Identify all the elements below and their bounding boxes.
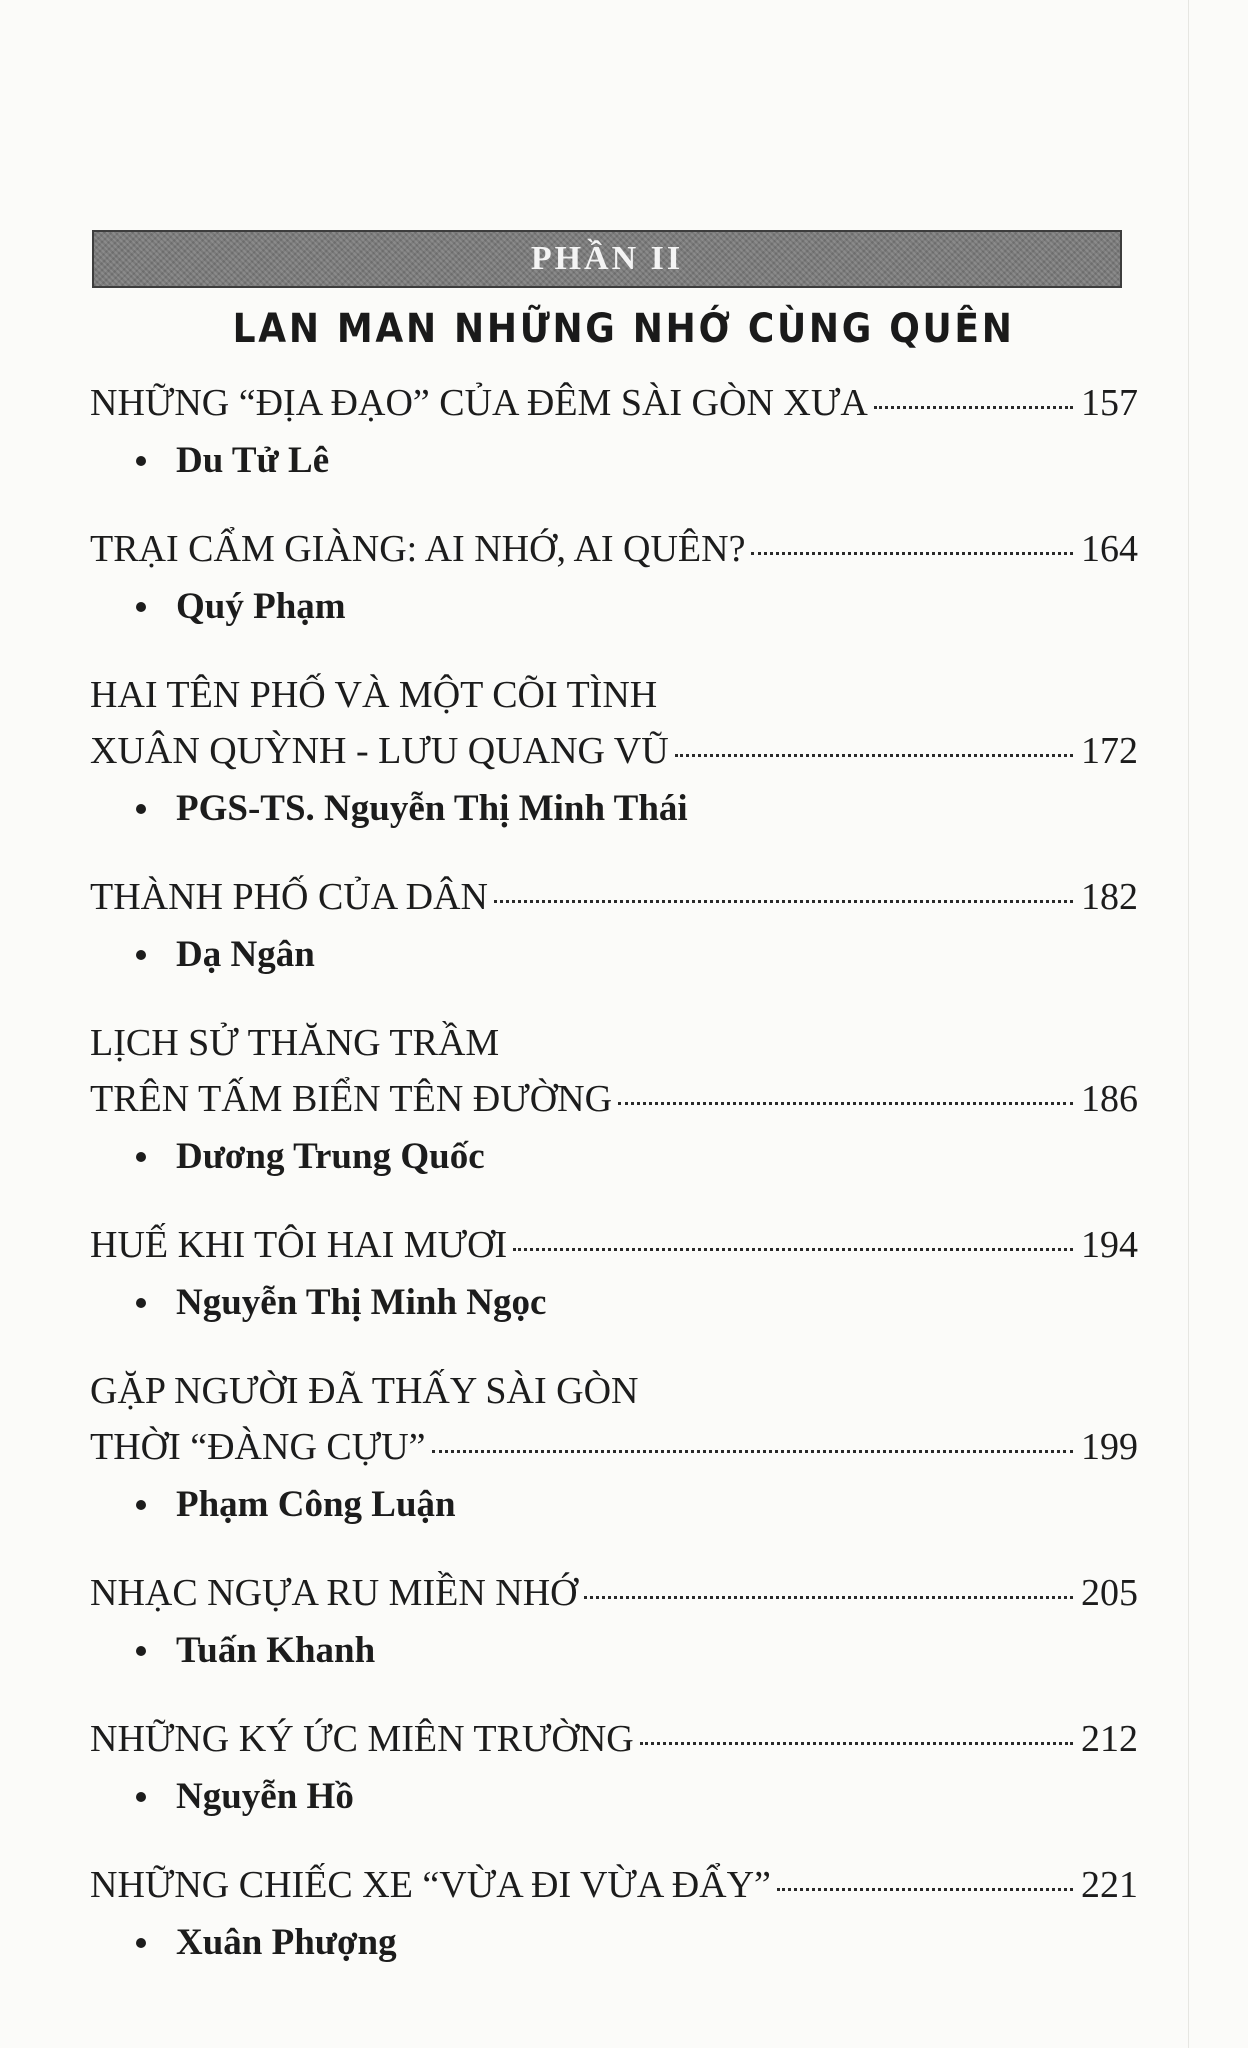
bullet-icon bbox=[136, 1298, 146, 1308]
page-number: 172 bbox=[1081, 730, 1138, 772]
toc-entry-title: THÀNH PHỐ CỦA DÂN bbox=[90, 876, 488, 918]
toc-entry-line bbox=[90, 1424, 1138, 1470]
author-line bbox=[90, 1134, 1138, 1180]
table-of-contents bbox=[90, 380, 1138, 2008]
toc-entry-title-line: GẶP NGƯỜI ĐÃ THẤY SÀI GÒN bbox=[90, 1370, 639, 1412]
bullet-icon bbox=[136, 950, 146, 960]
author-name: Phạm Công Luận bbox=[176, 1484, 456, 1525]
toc-entry bbox=[90, 526, 1138, 630]
page-number: 182 bbox=[1081, 876, 1138, 918]
toc-entry-line bbox=[90, 1076, 1138, 1122]
dot-leader bbox=[494, 900, 1073, 903]
toc-entry-title: TRẠI CẨM GIÀNG: AI NHỚ, AI QUÊN? bbox=[90, 528, 746, 570]
author-name: Xuân Phượng bbox=[176, 1922, 397, 1963]
author-name: Du Tử Lê bbox=[176, 440, 330, 481]
toc-entry-line bbox=[90, 526, 1138, 572]
toc-entry-title-line: LỊCH SỬ THĂNG TRẦM bbox=[90, 1022, 500, 1064]
author-line bbox=[90, 1628, 1138, 1674]
toc-entry-line bbox=[90, 380, 1138, 426]
author-name: Dạ Ngân bbox=[176, 934, 315, 975]
bullet-icon bbox=[136, 456, 146, 466]
toc-entry bbox=[90, 1222, 1138, 1326]
bullet-icon bbox=[136, 1792, 146, 1802]
author-line bbox=[90, 1920, 1138, 1966]
author-line bbox=[90, 932, 1138, 978]
author-name: Nguyễn Hồ bbox=[176, 1776, 354, 1817]
dot-leader bbox=[513, 1248, 1073, 1251]
page-number: 164 bbox=[1081, 528, 1138, 570]
author-line bbox=[90, 584, 1138, 630]
dot-leader bbox=[584, 1596, 1073, 1599]
toc-entry-title: THỜI “ĐÀNG CỰU” bbox=[90, 1426, 426, 1468]
author-name: Dương Trung Quốc bbox=[176, 1136, 485, 1177]
dot-leader bbox=[874, 406, 1073, 409]
bullet-icon bbox=[136, 602, 146, 612]
toc-entry-line bbox=[90, 1570, 1138, 1616]
toc-entry bbox=[90, 874, 1138, 978]
dot-leader bbox=[640, 1742, 1073, 1745]
toc-entry bbox=[90, 1716, 1138, 1820]
toc-entry-line bbox=[90, 1716, 1138, 1762]
toc-entry bbox=[90, 380, 1138, 484]
page-number: 221 bbox=[1081, 1864, 1138, 1906]
author-name: Quý Phạm bbox=[176, 586, 346, 627]
toc-entry bbox=[90, 1862, 1138, 1966]
bullet-icon bbox=[136, 1500, 146, 1510]
toc-entry-title: NHẠC NGỰA RU MIỀN NHỚ bbox=[90, 1572, 578, 1614]
toc-entry-title: NHỮNG “ĐỊA ĐẠO” CỦA ĐÊM SÀI GÒN XƯA bbox=[90, 382, 868, 424]
bullet-icon bbox=[136, 804, 146, 814]
author-name: Nguyễn Thị Minh Ngọc bbox=[176, 1282, 547, 1323]
toc-entry-title: NHỮNG CHIẾC XE “VỪA ĐI VỪA ĐẨY” bbox=[90, 1864, 771, 1906]
dot-leader bbox=[777, 1888, 1073, 1891]
toc-entry-line bbox=[90, 1222, 1138, 1268]
bullet-icon bbox=[136, 1646, 146, 1656]
dot-leader bbox=[618, 1102, 1073, 1105]
toc-entry bbox=[90, 672, 1138, 832]
section-title: LAN MAN NHỮNG NHỚ CÙNG QUÊN bbox=[232, 306, 1015, 352]
toc-entry-title: NHỮNG KÝ ỨC MIÊN TRƯỜNG bbox=[90, 1718, 634, 1760]
bullet-icon bbox=[136, 1152, 146, 1162]
author-line bbox=[90, 786, 1138, 832]
author-name: Tuấn Khanh bbox=[176, 1630, 376, 1671]
page-number: 199 bbox=[1081, 1426, 1138, 1468]
toc-entry-line bbox=[90, 874, 1138, 920]
author-line bbox=[90, 1774, 1138, 1820]
page-number: 186 bbox=[1081, 1078, 1138, 1120]
toc-entry bbox=[90, 1368, 1138, 1528]
dot-leader bbox=[675, 754, 1073, 757]
toc-entry-title: XUÂN QUỲNH - LƯU QUANG VŨ bbox=[90, 730, 669, 772]
bullet-icon bbox=[136, 1938, 146, 1948]
dot-leader bbox=[432, 1450, 1073, 1453]
page-number: 212 bbox=[1081, 1718, 1138, 1760]
toc-entry-line bbox=[90, 1862, 1138, 1908]
toc-entry-title: HUẾ KHI TÔI HAI MƯƠI bbox=[90, 1224, 508, 1266]
part-banner bbox=[92, 230, 1122, 288]
part-label: PHẦN II bbox=[530, 240, 684, 277]
toc-entry bbox=[90, 1020, 1138, 1180]
dot-leader bbox=[751, 552, 1073, 555]
toc-entry bbox=[90, 1570, 1138, 1674]
toc-entry-title-line: HAI TÊN PHỐ VÀ MỘT CÕI TÌNH bbox=[90, 674, 658, 716]
toc-entry-line bbox=[90, 728, 1138, 774]
author-line bbox=[90, 438, 1138, 484]
page-number: 157 bbox=[1081, 382, 1138, 424]
page-edge bbox=[1188, 0, 1189, 2048]
author-line bbox=[90, 1280, 1138, 1326]
author-name: PGS-TS. Nguyễn Thị Minh Thái bbox=[176, 788, 688, 829]
toc-entry-title: TRÊN TẤM BIỂN TÊN ĐƯỜNG bbox=[90, 1078, 613, 1120]
author-line bbox=[90, 1482, 1138, 1528]
page-number: 205 bbox=[1081, 1572, 1138, 1614]
page-number: 194 bbox=[1081, 1224, 1138, 1266]
